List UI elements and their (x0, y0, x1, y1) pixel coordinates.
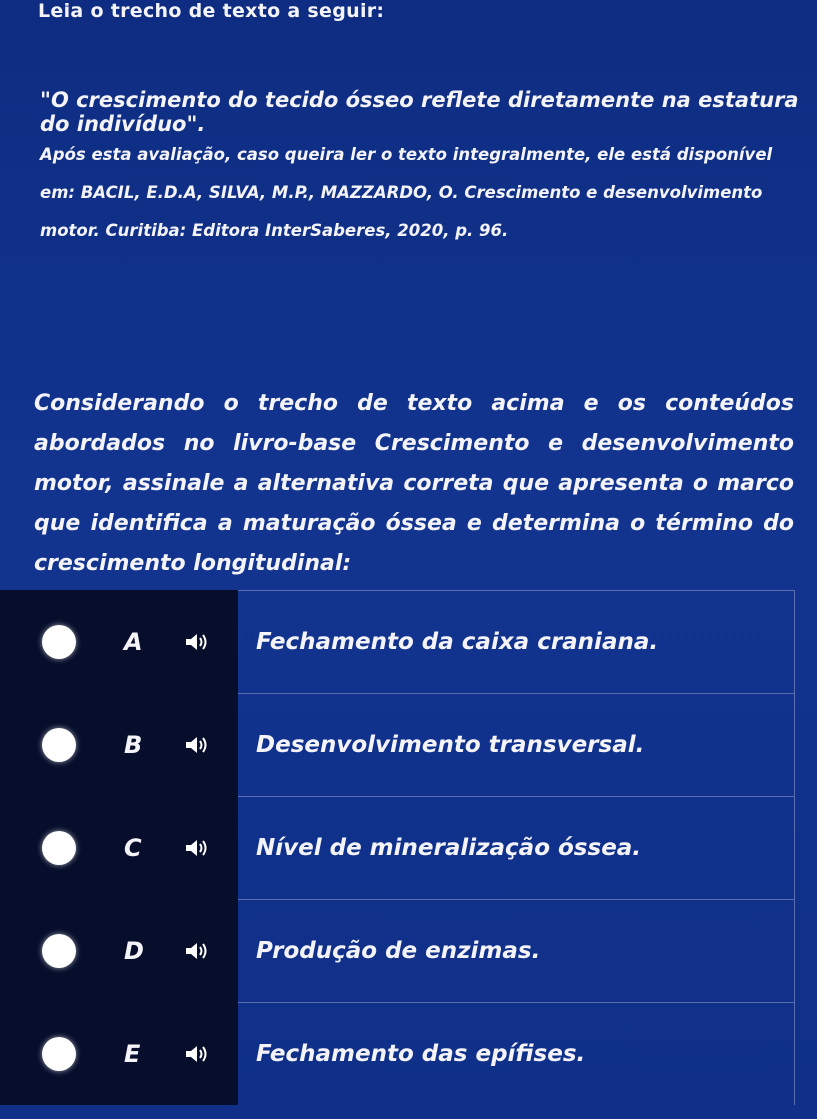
option-c-controls (0, 796, 238, 899)
option-b-letter: B (124, 730, 143, 759)
option-a[interactable] (0, 590, 795, 693)
option-b[interactable] (0, 693, 795, 796)
option-e-controls (0, 1002, 238, 1105)
option-a-controls (0, 590, 238, 693)
option-a-text: Fechamento da caixa craniana. (256, 629, 659, 655)
option-b-radio[interactable] (42, 728, 76, 762)
option-b-answer[interactable] (238, 693, 795, 796)
option-c-text: Nível de mineralização óssea. (256, 835, 642, 861)
option-a-letter: A (124, 627, 143, 656)
quote-text: "O crescimento do tecido ósseo reflete diretamente na estatura do indivíduo". (40, 88, 799, 136)
option-c-letter: C (124, 833, 142, 862)
speaker-icon[interactable] (184, 940, 212, 962)
option-d-text: Produção de enzimas. (256, 938, 541, 964)
reference-text: Após esta avaliação, caso queira ler o texto integralmente, ele está disponível em: BACIL, E.D.A, SILVA, M.P., MAZZARDO, O. Crescimento e desenvolvimento motor. Curitiba: Editora InterSaberes, 2020, p. 96. (40, 145, 773, 240)
speaker-icon[interactable] (184, 734, 212, 756)
options-list (0, 590, 795, 1105)
option-a-radio[interactable] (42, 625, 76, 659)
option-e-text: Fechamento das epífises. (256, 1041, 586, 1067)
option-d-controls (0, 899, 238, 1002)
option-e-letter: E (124, 1039, 141, 1068)
option-d[interactable] (0, 899, 795, 1002)
option-c[interactable] (0, 796, 795, 899)
option-a-answer[interactable] (238, 590, 795, 693)
option-e[interactable] (0, 1002, 795, 1105)
speaker-icon[interactable] (184, 631, 212, 653)
option-d-letter: D (124, 936, 144, 965)
option-b-controls (0, 693, 238, 796)
option-c-radio[interactable] (42, 831, 76, 865)
option-d-radio[interactable] (42, 934, 76, 968)
option-c-answer[interactable] (238, 796, 795, 899)
option-b-text: Desenvolvimento transversal. (256, 732, 645, 758)
option-e-answer[interactable] (238, 1002, 795, 1105)
speaker-icon[interactable] (184, 837, 212, 859)
speaker-icon[interactable] (184, 1043, 212, 1065)
intro-text: Leia o trecho de texto a seguir: (38, 0, 385, 22)
option-d-answer[interactable] (238, 899, 795, 1002)
question-text: Considerando o trecho de texto acima e os conteúdos abordados no livro-base Crescimento e desenvolvimento motor, assinale a alternativa correta que apresenta o marco que identifica a maturação óssea e determina o término do crescimento longitudinal: (34, 391, 794, 576)
option-e-radio[interactable] (42, 1037, 76, 1071)
